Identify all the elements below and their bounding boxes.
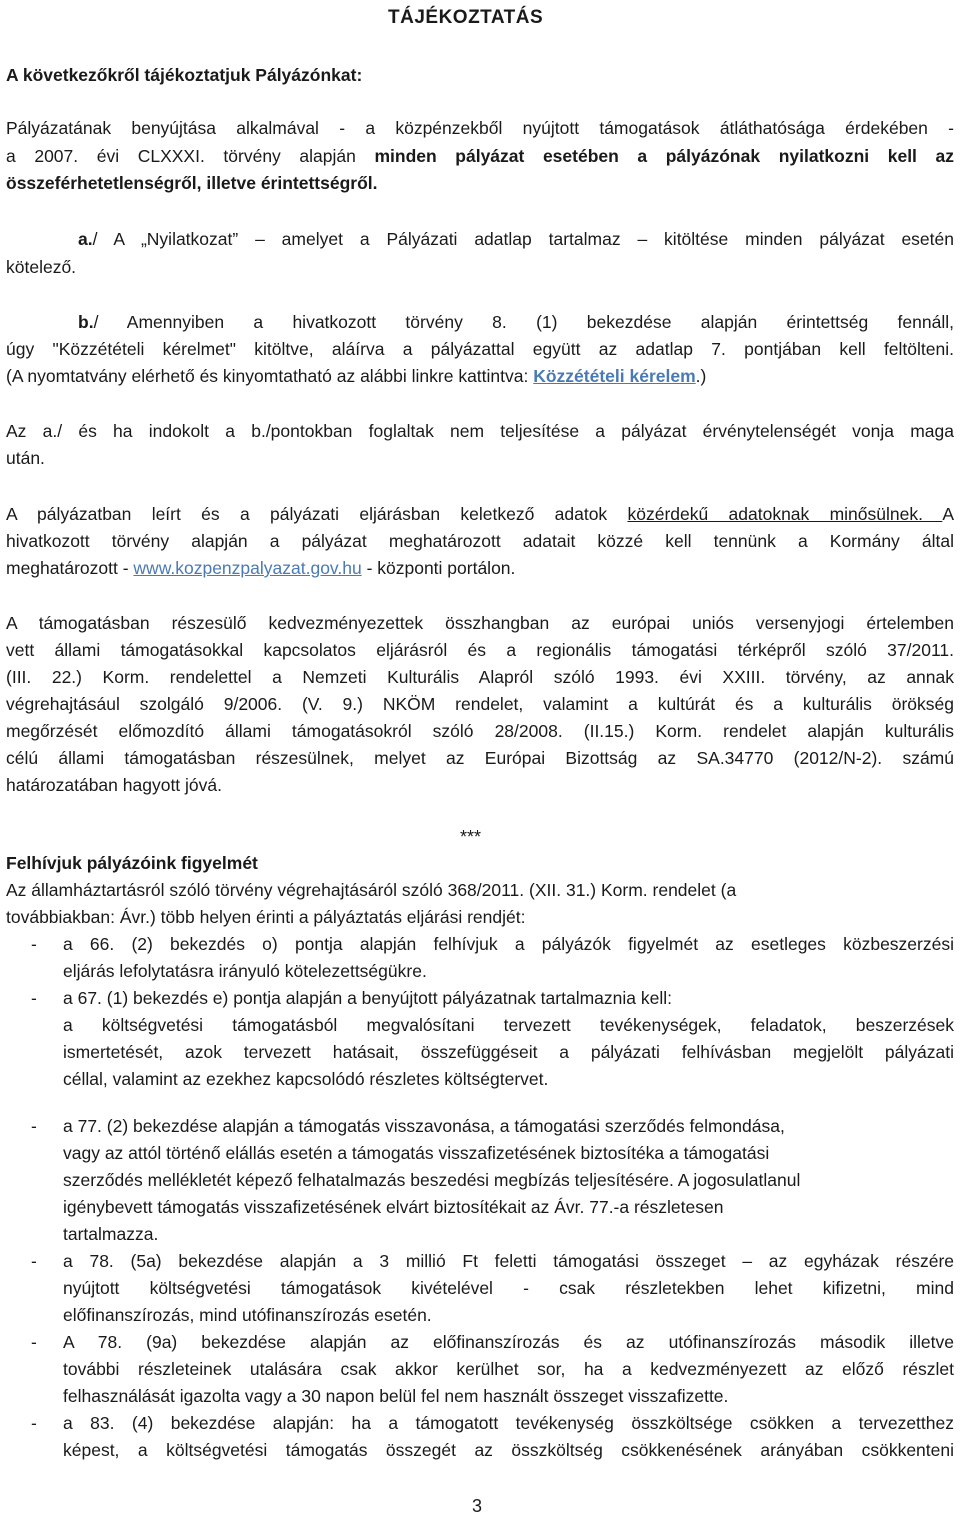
list-bullet: -: [31, 1251, 37, 1271]
section-separator: ***: [460, 827, 482, 847]
list-item-line: a 67. (1) bekezdés e) pontja alapján a benyújtott pályázatnak tartalmaznia kell:: [63, 988, 672, 1008]
list-item-line: képest, a költségvetési támogatás összegét az összköltség csökkenésének arányában csökkenteni: [63, 1440, 954, 1460]
para-a-line1: [78, 228, 954, 250]
para-a-prefix: a.: [78, 229, 93, 249]
list-bullet: -: [31, 1413, 37, 1433]
para-d-line1: [6, 503, 954, 525]
para-e-line: vett állami támogatásokkal kapcsolatos eljárásról és a regionális támogatási térképről szóló 37/2011.: [6, 640, 954, 660]
list-item-line: igénybevett támogatás visszafizetésének elvárt biztosítékait az Ávr. 77.-a részletesen: [63, 1197, 724, 1217]
list-item-line: szerződés mellékletét képező felhatalmazás beszedési megbízás teljesítésére. A jogosulatlanul: [63, 1170, 801, 1190]
kozpenzpalyazat-link[interactable]: www.kozpenzpalyazat.gov.hu: [133, 558, 362, 578]
list-item-line: a 66. (2) bekezdés o) pontja alapján felhívjuk a pályázók figyelmét az esetleges közbeszerzési: [63, 934, 954, 954]
para-d-line3-text: meghatározott -: [6, 558, 134, 578]
intro-line: Az államháztartásról szóló törvény végrehajtásáról szóló 368/2011. (XII. 31.) Korm. rendelet (a: [6, 880, 737, 900]
para-e-line: célú állami támogatásban részesülnek, melyet az Európai Bizottság az SA.34770 (2012/N-2). számú: [6, 748, 954, 768]
para1-line2: [6, 145, 954, 167]
para-e-line: (III. 22.) Korm. rendelettel a Nemzeti Kulturális Alapról szóló 1993. évi XXIII. törvény, az annak: [6, 667, 954, 687]
para-b-line1: [78, 311, 954, 333]
para-c-text2: / és ha indokolt a b.: [57, 421, 266, 441]
list-item-line: a költségvetési támogatásból megvalósítani tervezett tevékenységek, feladatok, beszerzések: [63, 1015, 954, 1035]
para-e-line: határozatában hagyott jóvá.: [6, 775, 222, 795]
para-d-underlined: közérdekű adatoknak minősülnek.: [627, 504, 943, 524]
para1-line2-bold: minden pályázat esetében a pályázónak nyilatkozni kell az: [374, 146, 954, 166]
list-bullet: -: [31, 1332, 37, 1352]
para-d-line3-end: - központi portálon.: [361, 558, 516, 578]
para-c-text1: Az a.: [6, 421, 58, 441]
list-item-line: A 78. (9a) bekezdése alapján az előfinanszírozás és az utófinanszírozás második illetve: [63, 1332, 954, 1352]
para-c-text3: /pontokban foglaltak nem teljesítése a pályázat érvénytelenségét vonja maga: [265, 421, 954, 441]
list-item-line: nyújtott költségvetési támogatások kivételével - csak részletekben lehet kifizetni, mind: [63, 1278, 954, 1298]
para-e-line: A támogatásban részesülő kedvezményezettek összhangban az európai uniós versenyjogi értelemben: [6, 613, 954, 633]
kozzeteteli-kerelem-link[interactable]: Közzétételi kérelem: [533, 366, 696, 386]
page-title: TÁJÉKOZTATÁS: [388, 7, 544, 28]
para-b-line2: úgy "Közzétételi kérelmet" kitöltve, aláírva a pályázattal együtt az adatlap 7. pontjában kell feltölteni.: [6, 339, 954, 359]
list-item-line: céllal, valamint az ezekhez kapcsolódó részletes költségtervet.: [63, 1069, 549, 1089]
intro-heading: A következőkről tájékoztatjuk Pályázónkat:: [6, 65, 363, 85]
para1-line2-text: a 2007. évi CLXXXI. törvény alapján: [6, 146, 375, 166]
list-item-line: vagy az attól történő elállás esetén a támogatás visszafizetésének biztosítéka a támogatási: [63, 1143, 770, 1163]
para-e-line: végrehajtásául szolgáló 9/2006. (V. 9.) NKÖM rendelet, valamint a kultúrát és a kulturális örökség: [6, 694, 954, 714]
list-bullet: -: [31, 988, 37, 1008]
list-item-line: a 77. (2) bekezdése alapján a támogatás visszavonása, a támogatási szerződés felmondása,: [63, 1116, 785, 1136]
para-d-text1: A pályázatban leírt és a pályázati eljárásban keletkező adatok: [6, 504, 628, 524]
list-item-line: a 78. (5a) bekezdése alapján a 3 millió Ft feletti támogatási összeget – az egyházak részére: [63, 1251, 954, 1271]
list-item-line: eljárás lefolytatásra irányuló kötelezettségükre.: [63, 961, 427, 981]
para1-line1: Pályázatának benyújtása alkalmával - a közpénzekből nyújtott támogatások átláthatósága érdekében -: [6, 118, 954, 138]
list-item-line: további részleteinek utalására csak akkor kerülhet sor, ha a kedvezményezett az előző részlet: [63, 1359, 954, 1379]
para-c-line1: [6, 420, 954, 442]
list-bullet: -: [31, 1116, 37, 1136]
para-b-text: / Amennyiben a hivatkozott törvény 8. (1) bekezdése alapján érintettség fennáll,: [93, 312, 954, 332]
page-number: 3: [472, 1496, 483, 1516]
section-heading: Felhívjuk pályázóink figyelmét: [6, 853, 258, 873]
list-item-line: a 83. (4) bekezdése alapján: ha a támogatott tevékenység összköltsége csökken a tervezetthez: [63, 1413, 954, 1433]
para1-line3: összeférhetetlenségről, illetve érintettségről.: [6, 173, 378, 193]
para-a-line2: kötelező.: [6, 257, 77, 277]
list-item-line: ismertetését, azok tervezett hatásait, összefüggéseit a pályázati felhívásban megjelölt pályázati: [63, 1042, 954, 1062]
para-c-line2: után.: [6, 448, 45, 468]
para-b-line3: [6, 365, 954, 387]
para-a-text: / A „Nyilatkozat” – amelyet a Pályázati adatlap tartalmaz – kitöltése minden pályázat esetén: [92, 229, 954, 249]
para-b-line3-end: .): [695, 366, 707, 386]
para-d-line2: hivatkozott törvény alapján a pályázat meghatározott adatait közzé kell tennünk a Kormány által: [6, 531, 954, 551]
para-d-line3: [6, 557, 954, 579]
para-b-prefix: b.: [78, 312, 94, 332]
list-item-line: előfinanszírozás, mind utófinanszírozás esetén.: [63, 1305, 432, 1325]
para-e-line: megőrzését előmozdító állami támogatásokról szóló 28/2008. (II.15.) Korm. rendelet alapján kulturális: [6, 721, 954, 741]
intro-line: továbbiakban: Ávr.) több helyen érinti a pályáztatás eljárási rendjét:: [6, 907, 526, 927]
list-item-line: tartalmazza.: [63, 1224, 159, 1244]
list-bullet: -: [31, 934, 37, 954]
list-item-line: felhasználását igazolta vagy a 30 napon belül fel nem használt összeget visszafizette.: [63, 1386, 729, 1406]
para-b-line3-text: (A nyomtatvány elérhető és kinyomtatható az alábbi linkre kattintva:: [6, 366, 534, 386]
para-d-text2: A: [942, 504, 954, 524]
